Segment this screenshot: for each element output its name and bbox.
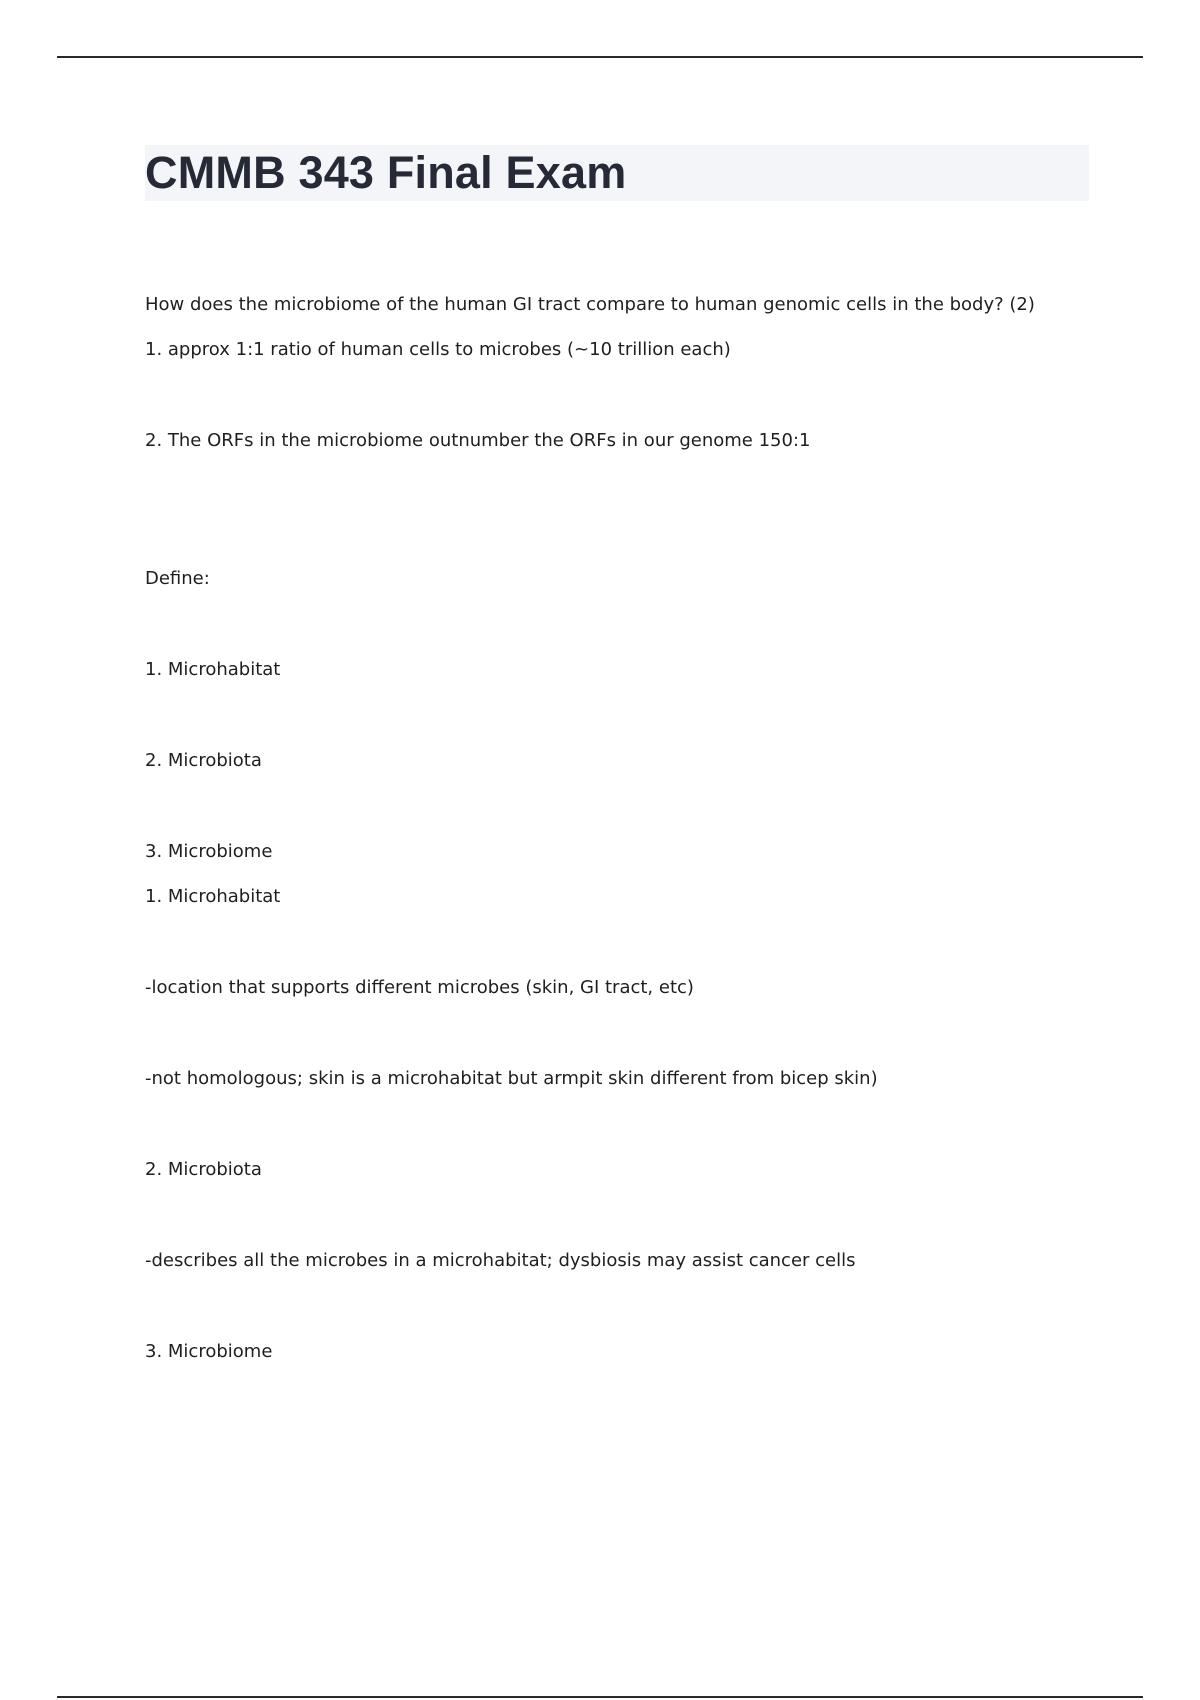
question-2-item-3: 3. Microbiome [145,841,273,862]
answer-1-point-1: 1. approx 1:1 ratio of human cells to microbes (~10 trillion each) [145,339,731,360]
answer-2-heading-1: 1. Microhabitat [145,886,281,907]
question-2-text: Define: [145,568,210,589]
bottom-divider [57,1696,1143,1698]
top-divider [57,56,1143,58]
answer-2-heading-2: 2. Microbiota [145,1159,262,1180]
question-1-text: How does the microbiome of the human GI tract compare to human genomic cells in the body? (2) [145,294,1035,315]
answer-2-detail-1a: -location that supports different microbes (skin, GI tract, etc) [145,977,694,998]
answer-1-point-2: 2. The ORFs in the microbiome outnumber the ORFs in our genome 150:1 [145,430,811,451]
answer-2-detail-1b: -not homologous; skin is a microhabitat but armpit skin different from bicep skin) [145,1068,878,1089]
question-2-item-1: 1. Microhabitat [145,659,281,680]
question-2-item-2: 2. Microbiota [145,750,262,771]
page-title: CMMB 343 Final Exam [145,147,627,198]
answer-2-heading-3: 3. Microbiome [145,1341,273,1362]
answer-2-detail-2a: -describes all the microbes in a microhabitat; dysbiosis may assist cancer cells [145,1250,856,1271]
